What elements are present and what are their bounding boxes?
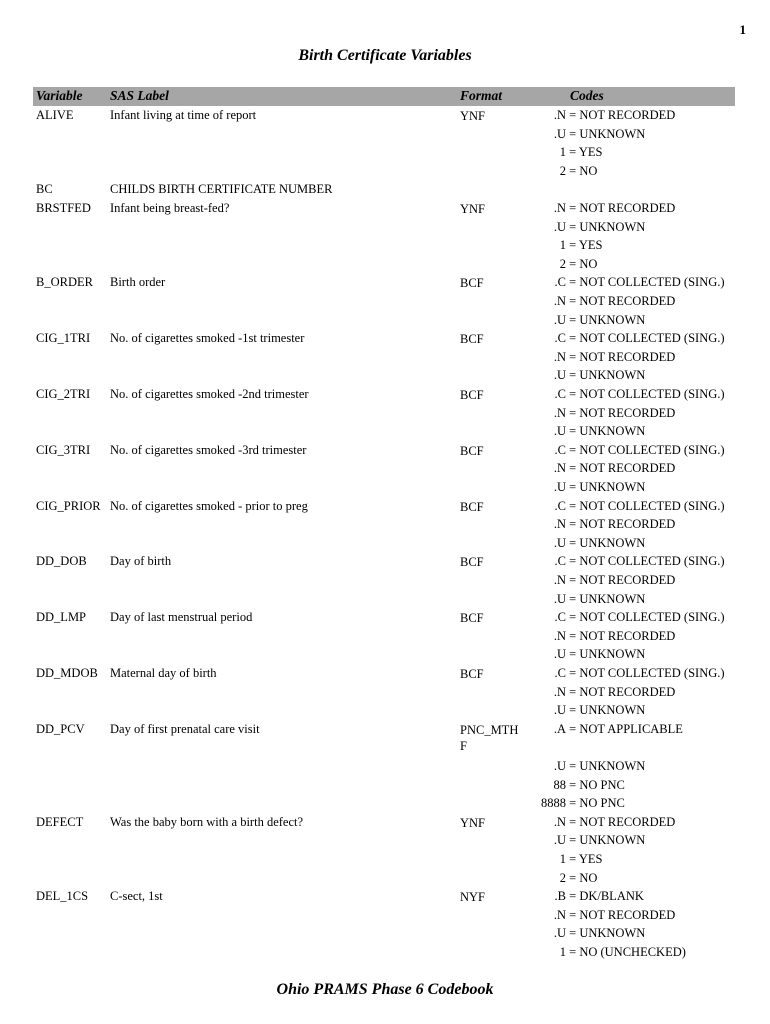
code-description: UNKNOWN	[579, 647, 646, 662]
codes-list	[400, 665, 725, 722]
code-value: .B	[554, 889, 566, 904]
codes-list	[400, 610, 725, 666]
code-entry	[400, 778, 720, 797]
table-row	[0, 888, 770, 962]
format-name: BCF	[460, 499, 484, 514]
table-row	[0, 181, 770, 200]
variable-name: CIG_2TRI	[36, 386, 91, 401]
format-name: BCF	[460, 443, 484, 458]
code-entry	[400, 871, 720, 890]
code-value: .N	[553, 108, 566, 122]
code-entry	[400, 833, 720, 852]
header-sas-label: SAS Label	[110, 88, 169, 103]
variable-name: CIG_1TRI	[36, 331, 91, 346]
format-name: BCF	[460, 666, 484, 681]
code-description: NOT RECORDED	[579, 907, 676, 922]
variable-name: DD_LMP	[36, 610, 87, 625]
code-equals: =	[566, 926, 580, 941]
code-value: .A	[553, 721, 566, 736]
code-entry	[400, 331, 725, 350]
code-value: .N	[553, 200, 566, 215]
code-description: DK/BLANK	[579, 889, 644, 904]
page-footer: Ohio PRAMS Phase 6 Codebook	[276, 981, 494, 998]
sas-label: Day of birth	[110, 554, 172, 569]
code-description: NOT RECORDED	[579, 461, 676, 476]
code-value: 2	[559, 256, 566, 271]
code-description: UNKNOWN	[579, 126, 646, 141]
code-value: .U	[553, 219, 566, 234]
code-value: .N	[553, 684, 566, 699]
code-equals: =	[566, 108, 580, 122]
codes-list	[400, 442, 725, 499]
code-value: 2	[559, 870, 566, 885]
code-entry	[400, 554, 725, 573]
code-equals: =	[566, 944, 580, 959]
code-description: NOT RECORDED	[579, 108, 676, 122]
code-equals: =	[566, 628, 580, 643]
codes-list	[400, 201, 720, 275]
code-equals: =	[566, 833, 580, 848]
code-equals: =	[566, 163, 580, 178]
code-value: .N	[553, 349, 566, 364]
variable-table	[0, 107, 770, 963]
code-description: UNKNOWN	[579, 312, 646, 327]
code-description: NO	[579, 870, 598, 885]
sas-label: No. of cigarettes smoked -3rd trimester	[110, 442, 307, 457]
code-equals: =	[566, 703, 580, 718]
code-entry	[400, 275, 725, 294]
code-value: .C	[554, 331, 566, 346]
code-equals: =	[566, 424, 580, 439]
code-description: NOT RECORDED	[579, 517, 676, 532]
code-value: .N	[553, 405, 566, 420]
code-entry	[400, 573, 720, 592]
code-value: 1	[559, 145, 566, 160]
sas-label: Infant living at time of report	[110, 108, 257, 122]
code-equals: =	[566, 907, 580, 922]
format-name: NYF	[460, 890, 486, 905]
variable-name: B_ORDER	[36, 275, 93, 290]
table-row	[0, 442, 770, 498]
format-name: BCF	[460, 332, 484, 347]
code-entry	[400, 908, 720, 927]
code-equals: =	[566, 517, 580, 532]
sas-label: Birth order	[110, 275, 166, 290]
code-entry	[400, 592, 720, 611]
code-description: UNKNOWN	[579, 703, 646, 718]
code-value: 1	[559, 944, 566, 959]
variable-name: BRSTFED	[36, 200, 91, 215]
sas-label: CHILDS BIRTH CERTIFICATE NUMBER	[110, 182, 333, 197]
code-value: .N	[553, 517, 566, 532]
code-value: .U	[553, 647, 566, 662]
code-entry	[400, 127, 720, 146]
format-name: YNF	[460, 201, 486, 216]
code-value: .C	[554, 275, 566, 290]
code-entry	[400, 852, 720, 871]
code-equals: =	[566, 870, 580, 885]
code-equals: =	[566, 219, 580, 234]
code-value: .U	[553, 479, 566, 494]
code-equals: =	[566, 293, 580, 308]
code-description: UNKNOWN	[579, 535, 646, 550]
code-entry	[400, 386, 725, 406]
table-row	[0, 814, 770, 888]
code-entry	[400, 740, 720, 759]
code-value: 88	[553, 777, 566, 792]
code-description: NOT COLLECTED (SING.)	[579, 554, 725, 569]
code-equals: =	[566, 889, 580, 904]
table-row	[0, 498, 770, 554]
code-entry	[400, 350, 720, 369]
code-value: .U	[553, 833, 566, 848]
code-description: NO	[579, 256, 598, 271]
code-entry	[400, 889, 720, 908]
sas-label: No. of cigarettes smoked - prior to preg	[110, 498, 308, 513]
code-entry	[400, 461, 720, 480]
code-equals: =	[566, 238, 579, 253]
code-equals: =	[566, 554, 580, 569]
format-name: BCF	[460, 387, 484, 402]
table-row	[0, 665, 770, 721]
code-entry	[400, 759, 720, 778]
code-value: .N	[553, 572, 566, 587]
format-name: BCF	[460, 555, 484, 570]
code-description: YES	[578, 238, 603, 253]
code-entry	[400, 164, 720, 183]
variable-name: CIG_PRIOR	[36, 498, 101, 513]
code-equals: =	[566, 442, 580, 457]
codes-list	[400, 108, 720, 182]
code-description: NOT APPLICABLE	[579, 721, 683, 736]
code-equals: =	[566, 851, 579, 866]
code-equals: =	[566, 256, 580, 271]
code-equals: =	[566, 405, 580, 420]
codes-list	[400, 815, 720, 889]
code-value: .C	[554, 610, 566, 625]
code-entry	[400, 108, 720, 127]
code-description: UNKNOWN	[579, 219, 646, 234]
code-entry	[400, 629, 720, 648]
header-codes: Codes	[570, 88, 604, 103]
code-description: NO	[579, 163, 598, 178]
code-entry	[400, 926, 720, 945]
variable-name: ALIVE	[36, 108, 74, 122]
code-entry	[400, 313, 720, 332]
code-equals: =	[566, 331, 580, 346]
variable-name: DD_DOB	[36, 554, 87, 569]
code-equals: =	[566, 126, 580, 141]
code-entry	[400, 424, 720, 443]
code-entry	[400, 945, 720, 964]
code-equals: =	[566, 368, 580, 383]
code-equals: =	[566, 684, 580, 699]
code-description: NOT COLLECTED (SING.)	[579, 331, 725, 346]
code-entry	[400, 498, 725, 518]
code-entry	[400, 406, 720, 425]
codes-list	[400, 498, 725, 555]
code-value: .U	[553, 424, 566, 439]
code-entry	[400, 220, 720, 239]
header-variable: Variable	[36, 88, 83, 103]
table-row	[0, 721, 770, 814]
variable-name: DEL_1CS	[36, 889, 89, 904]
table-row	[0, 200, 770, 274]
code-entry	[400, 536, 720, 555]
codes-list	[400, 275, 725, 331]
sas-label: Maternal day of birth	[110, 665, 217, 680]
page-title: Birth Certificate Variables	[298, 47, 472, 64]
code-entry	[400, 610, 725, 629]
code-value: .U	[553, 368, 566, 383]
code-entry	[400, 480, 720, 499]
table-row	[0, 386, 770, 442]
codes-list	[400, 722, 720, 815]
code-value: .C	[554, 665, 566, 680]
table-row	[0, 107, 770, 181]
code-description: UNKNOWN	[579, 591, 646, 606]
code-description: NOT RECORDED	[579, 628, 676, 643]
code-description: YES	[578, 145, 603, 160]
code-description: NOT COLLECTED (SING.)	[579, 275, 725, 290]
code-equals: =	[566, 479, 580, 494]
code-description: NOT RECORDED	[579, 572, 676, 587]
table-header	[33, 87, 735, 106]
code-value: .C	[554, 498, 566, 513]
format-name: PNC_MTH F	[460, 722, 519, 754]
code-description: NOT COLLECTED (SING.)	[579, 442, 725, 457]
code-equals: =	[566, 777, 580, 792]
format-name: BCF	[460, 276, 484, 291]
code-equals: =	[566, 498, 580, 513]
code-description: NOT COLLECTED (SING.)	[579, 498, 725, 513]
page-number: 1	[739, 22, 746, 37]
sas-label: No. of cigarettes smoked -1st trimester	[110, 331, 305, 346]
code-entry	[400, 294, 720, 313]
code-equals: =	[566, 572, 580, 587]
format-name: YNF	[460, 815, 486, 830]
code-equals: =	[566, 312, 580, 327]
code-description: UNKNOWN	[579, 758, 646, 773]
code-equals: =	[566, 535, 580, 550]
code-equals: =	[566, 610, 580, 625]
code-value: .N	[553, 461, 566, 476]
code-entry	[400, 257, 720, 276]
code-entry	[400, 238, 720, 257]
code-description: UNKNOWN	[579, 424, 646, 439]
variable-name: DEFECT	[36, 814, 84, 829]
code-entry	[400, 145, 720, 164]
code-description: UNKNOWN	[579, 833, 646, 848]
code-value: .C	[554, 442, 566, 457]
code-entry	[400, 647, 720, 666]
sas-label: Day of first prenatal care visit	[110, 721, 260, 736]
code-equals: =	[566, 647, 580, 662]
table-row	[0, 330, 770, 386]
code-equals: =	[566, 796, 580, 811]
code-description: NOT COLLECTED (SING.)	[579, 610, 725, 625]
sas-label: Day of last menstrual period	[110, 610, 253, 625]
variable-name: DD_PCV	[36, 721, 85, 736]
codes-list	[400, 331, 725, 387]
format-name: BCF	[460, 611, 484, 626]
codes-list	[400, 386, 725, 443]
table-row	[0, 553, 770, 609]
code-entry	[400, 201, 720, 220]
code-description: NOT RECORDED	[579, 349, 676, 364]
code-value: 1	[559, 851, 566, 866]
code-description: NOT RECORDED	[579, 293, 676, 308]
code-description: UNKNOWN	[579, 368, 646, 383]
sas-label: Was the baby born with a birth defect?	[110, 814, 304, 829]
table-row	[0, 609, 770, 665]
code-description: NOT RECORDED	[579, 200, 676, 215]
code-entry	[400, 796, 720, 815]
variable-name: BC	[36, 182, 53, 197]
code-value: .U	[553, 703, 566, 718]
code-value: 1	[559, 238, 566, 253]
code-equals: =	[566, 145, 579, 160]
code-value: .C	[554, 554, 566, 569]
code-equals: =	[566, 386, 580, 401]
header-format: Format	[460, 88, 503, 103]
sas-label: No. of cigarettes smoked -2nd trimester	[110, 386, 309, 401]
sas-label: C-sect, 1st	[110, 889, 163, 904]
code-description: NOT RECORDED	[579, 405, 676, 420]
code-description: NOT COLLECTED (SING.)	[579, 386, 725, 401]
code-value: .U	[553, 535, 566, 550]
code-value: .N	[553, 907, 566, 922]
code-value: 2	[559, 163, 566, 178]
code-entry	[400, 442, 725, 462]
code-equals: =	[566, 591, 580, 606]
code-value: .U	[553, 126, 566, 141]
code-description: NO (UNCHECKED)	[579, 944, 686, 959]
code-description: NOT RECORDED	[579, 814, 676, 829]
code-entry	[400, 703, 720, 722]
code-description: NOT COLLECTED (SING.)	[579, 665, 725, 680]
code-equals: =	[566, 349, 580, 364]
code-entry	[400, 815, 720, 834]
code-equals: =	[566, 721, 580, 736]
code-description: UNKNOWN	[579, 926, 646, 941]
code-value: .N	[553, 293, 566, 308]
table-row	[0, 274, 770, 330]
code-equals: =	[566, 814, 580, 829]
code-value: .U	[553, 758, 566, 773]
variable-name: DD_MDOB	[36, 665, 98, 680]
code-entry	[400, 368, 720, 387]
code-entry	[400, 517, 720, 536]
code-description: NO PNC	[579, 796, 625, 811]
code-value: .U	[553, 312, 566, 327]
code-value: 8888	[541, 796, 566, 811]
code-equals: =	[566, 200, 580, 215]
code-entry	[400, 722, 720, 741]
codes-list	[400, 554, 725, 610]
code-value: .U	[553, 926, 566, 941]
code-description: NO PNC	[579, 777, 625, 792]
code-description: YES	[578, 851, 603, 866]
codes-list	[400, 889, 720, 963]
code-value: .N	[553, 814, 566, 829]
code-value: .U	[553, 591, 566, 606]
code-description: NOT RECORDED	[579, 684, 676, 699]
code-equals: =	[566, 461, 580, 476]
sas-label: Infant being breast-fed?	[110, 200, 230, 215]
code-value: .C	[554, 386, 566, 401]
code-description: UNKNOWN	[579, 479, 646, 494]
code-equals: =	[566, 758, 580, 773]
format-name: YNF	[460, 109, 486, 123]
code-equals: =	[566, 275, 580, 290]
variable-name: CIG_3TRI	[36, 442, 91, 457]
code-entry	[400, 685, 720, 704]
code-entry	[400, 665, 725, 685]
code-equals: =	[566, 665, 580, 680]
code-value: .N	[553, 628, 566, 643]
